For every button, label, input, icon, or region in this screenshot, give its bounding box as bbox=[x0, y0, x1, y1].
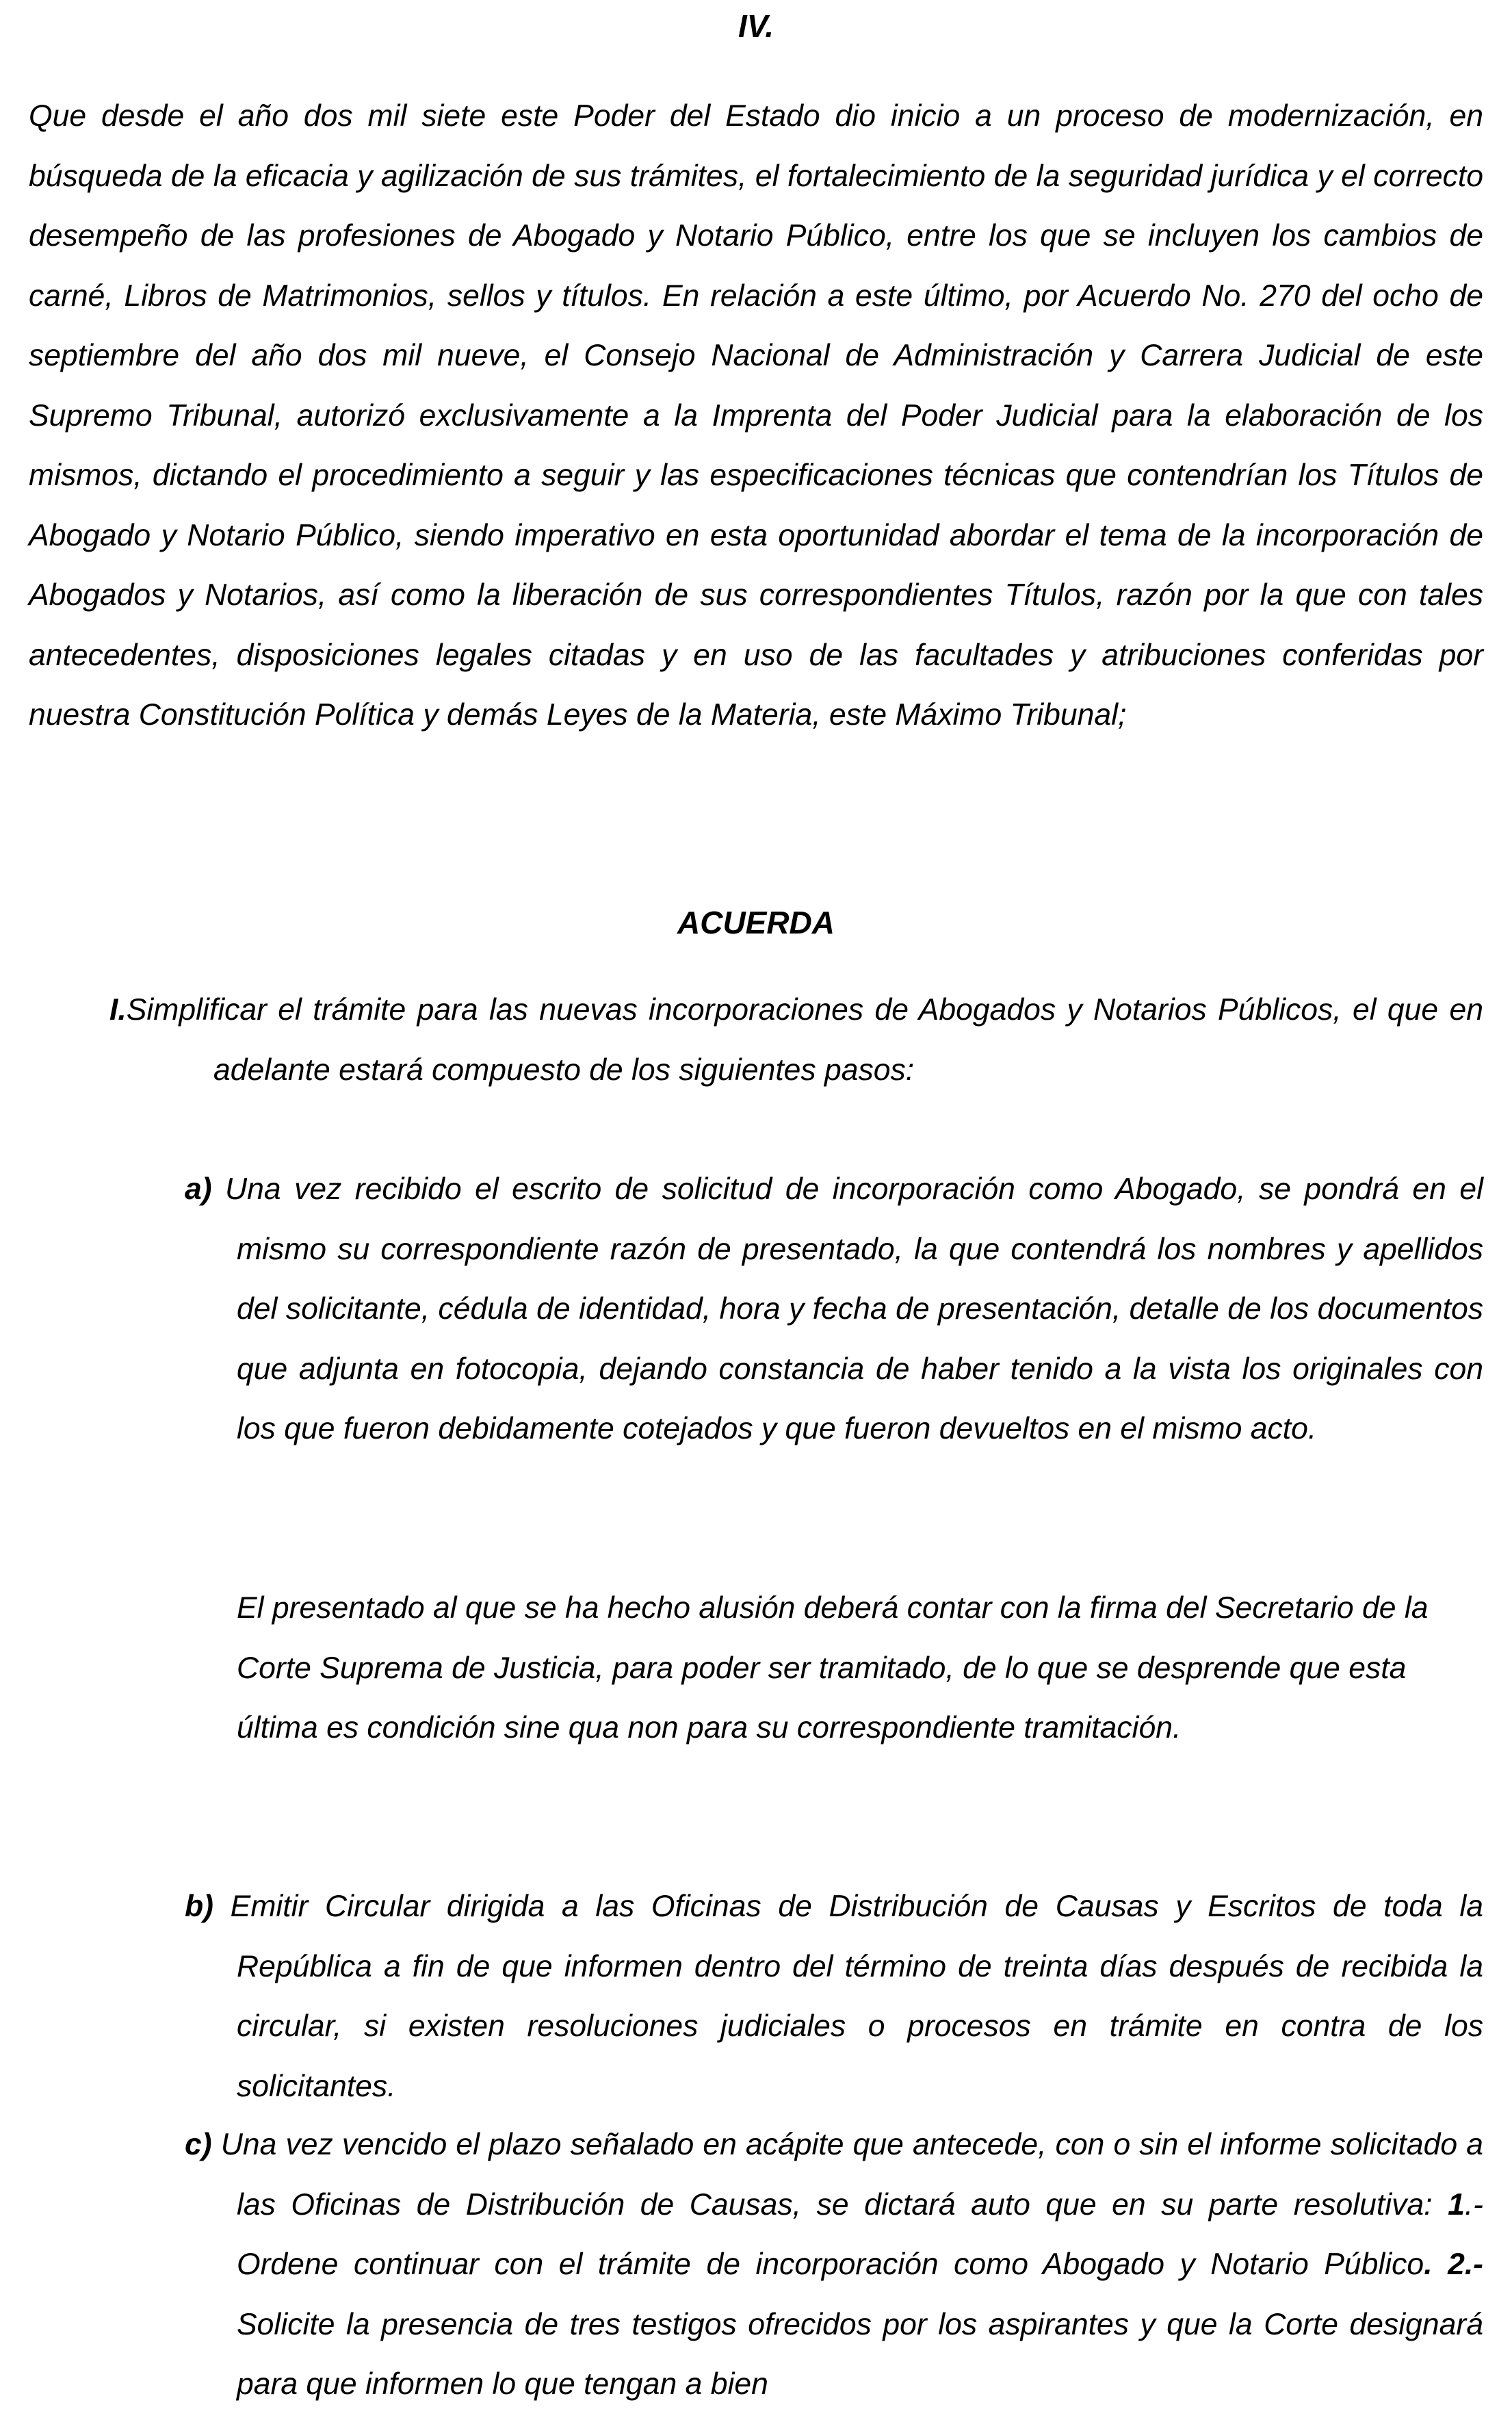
item-a-marker: a) bbox=[185, 1172, 212, 1206]
acuerda-heading: ACUERDA bbox=[677, 905, 835, 940]
item-c bbox=[185, 2115, 1483, 2415]
item-b bbox=[185, 1877, 1483, 2116]
item-c-text-1: Una vez vencido el plazo señalado en acápite que antecede, con o sin el informe solicitado a las Oficinas de Distribución de Causas, se dictará auto que en su parte resolutiva: bbox=[220, 2128, 1483, 2222]
section-number: IV. bbox=[738, 8, 774, 44]
item-a-note: El presentado al que se ha hecho alusión deberá contar con la firma del Secretario de la Corte Suprema de Justicia, para poder ser tramitado, de lo que se desprende que esta última es condición sine qua non para su correspondiente tramitación. bbox=[237, 1591, 1429, 1745]
item-c-text-2: .- Ordene continuar con el trámite de incorporación como Abogado y Notario Público bbox=[237, 2187, 1483, 2281]
intro-paragraph: Que desde el año dos mil siete este Poder del Estado dio inicio a un proceso de modernización, en búsqueda de la eficacia y agilización de sus trámites, el fortalecimiento de la seguridad jurídica y el correcto desempeño de las profesiones de Abogado y Notario Público, entre los que se incluyen los cambios de carné, Libros de Matrimonios, sellos y títulos. En relación a este último, por Acuerdo No. 270 del ocho de septiembre del año dos mil nueve, el Consejo Nacional de Administración y Carrera Judicial de este Supremo Tribunal, autorizó exclusivamente a la Imprenta del Poder Judicial para la elaboración de los mismos, dictando el procedimiento a seguir y las especificaciones técnicas que contendrían los Títulos de Abogado y Notario Público, siendo imperativo en esta oportunidad abordar el tema de la incorporación de Abogados y Notarios, así como la liberación de sus correspondientes Títulos, razón por la que con tales antecedentes, disposiciones legales citadas y en uso de las facultades y atribuciones conferidas por nuestra Constitución Política y demás Leyes de la Materia, este Máximo Tribunal; bbox=[29, 99, 1483, 732]
item-a-text: Una vez recibido el escrito de solicitud de incorporación como Abogado, se pondrá en el mismo su correspondiente razón de presentado, la que contendrá los nombres y apellidos del solicitante, cédula de identidad, hora y fecha de presentación, detalle de los documentos que adjunta en fotocopia, dejando constancia de haber tenido a la vista los originales con los que fueron debidamente cotejados y que fueron devueltos en el mismo acto. bbox=[225, 1172, 1483, 1445]
item-c-num-2: . 2.- bbox=[1424, 2248, 1483, 2281]
item-c-text-3: Solicite la presencia de tres testigos ofrecidos por los aspirantes y que la Corte designará para que informen lo que tengan a bien bbox=[237, 2307, 1483, 2401]
item-b-marker: b) bbox=[185, 1890, 214, 1923]
item-I bbox=[109, 980, 1483, 1100]
item-I-marker: I. bbox=[109, 993, 127, 1027]
item-a bbox=[185, 1159, 1483, 1459]
item-b-text: Emitir Circular dirigida a las Oficinas de Distribución de Causas y Escritos de toda la República a fin de que informen dentro del término de treinta días después de recibida la circular, si existen resoluciones judiciales o procesos en trámite en contra de los solicitantes. bbox=[230, 1890, 1483, 2103]
item-c-num-1: 1 bbox=[1448, 2187, 1465, 2222]
item-c-marker: c) bbox=[185, 2128, 212, 2161]
item-I-text: Simplificar el trámite para las nuevas incorporaciones de Abogados y Notarios Públicos, el que en adelante estará compuesto de los siguientes pasos: bbox=[126, 993, 1483, 1087]
